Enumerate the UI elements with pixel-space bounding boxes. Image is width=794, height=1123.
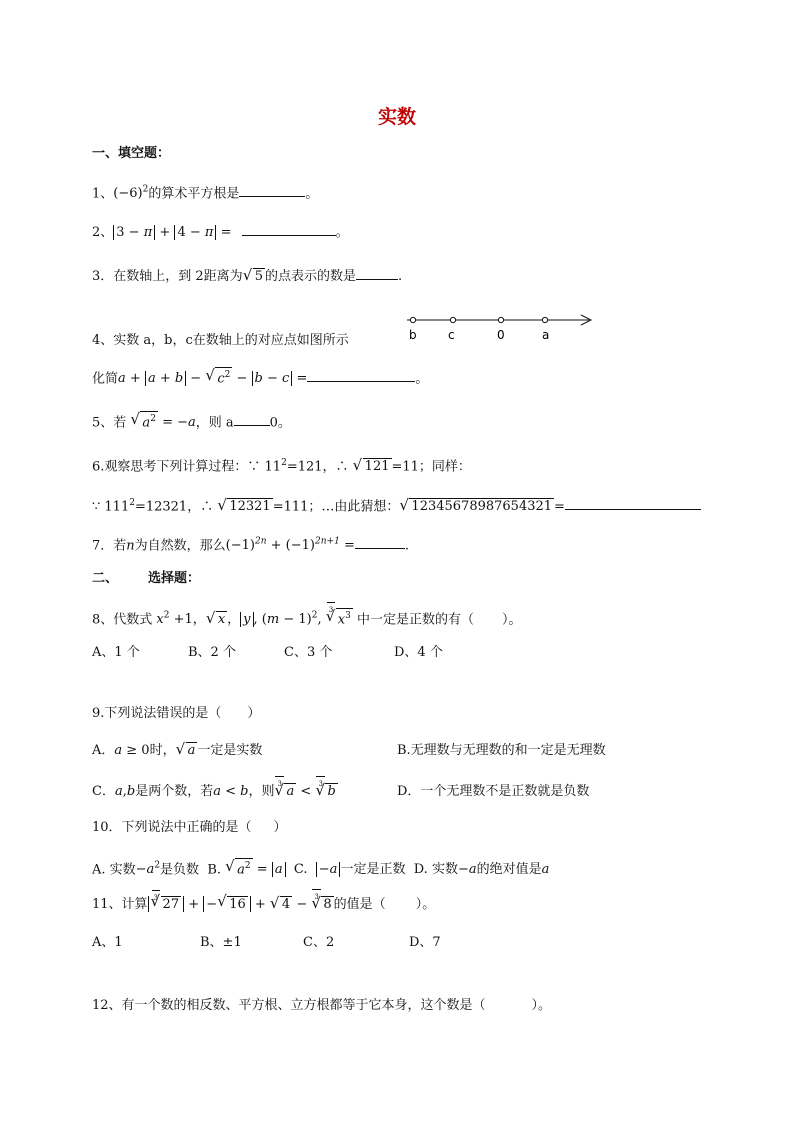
question-5 <box>92 411 291 433</box>
question-2 <box>92 221 349 243</box>
label-a: a <box>542 328 550 342</box>
q9-text: 9.下列说法错误的是（ <box>92 706 222 721</box>
point-zero <box>498 317 503 322</box>
q9-option-d[interactable]: D．一个无理数不是正数就是负数 <box>397 784 590 799</box>
q2-expression: 3 − π + 4 − π = <box>113 225 231 240</box>
q3-end: . <box>397 269 403 284</box>
q8-text-a: 8、代数式 <box>92 612 153 628</box>
q6-text-b: =121，∴ <box>286 459 349 475</box>
q4-end: 。 <box>415 371 429 387</box>
q10-options <box>92 856 549 880</box>
q1-expression: $(-6)^2$ <box>113 185 149 202</box>
q7-answer-blank[interactable] <box>355 534 405 549</box>
q7-expression: $(-1)^{2n} + (-1)^{2n+1}$ = <box>225 537 355 554</box>
q10-option-d[interactable]: D. 实数−a的绝对值是a <box>413 862 550 878</box>
q8-end: ）。 <box>501 612 522 628</box>
q10-text: 10．下列说法中正确的是（ <box>92 820 252 835</box>
q8-options <box>92 643 443 663</box>
section-2-title: 选择题： <box>148 571 201 586</box>
page-title: 实数 <box>377 106 416 128</box>
q7-text-a: 7．若 <box>92 538 127 554</box>
question-4: 4、实数 a，b，c在数轴上的对应点如图所示 <box>92 333 349 348</box>
q9-option-a[interactable]: A．a ≥ 0时，√ a 一定是实数 <box>92 741 397 761</box>
q1-answer-blank[interactable] <box>239 182 305 197</box>
section-2-number: 二、 <box>92 571 119 586</box>
question-3 <box>92 265 402 287</box>
q9-option-b[interactable]: B.无理数与无理数的和一定是无理数 <box>397 743 606 758</box>
point-a <box>542 317 547 322</box>
q6-text-c: =11；同样： <box>391 459 471 475</box>
q1-end: 。 <box>305 186 319 202</box>
q6-eq: = <box>554 499 565 515</box>
q4-expression: a + a + b − √ $c^2 - b - c$ = <box>118 371 307 386</box>
q8-option-c[interactable]: C、3 个 <box>284 645 333 660</box>
question-9 <box>92 704 260 724</box>
q12-text: 12、有一个数的相反数、平方根、立方根都等于它本身，这个数是（ <box>92 998 486 1013</box>
question-1 <box>92 180 318 204</box>
q4-simplify-label: 化简 <box>92 371 119 387</box>
q12-end: ）。 <box>531 998 552 1013</box>
q6-sqrt-121: √ 121 <box>355 457 392 477</box>
q10-option-a[interactable]: A. 实数$-a^2$是负数 <box>92 861 200 878</box>
q5-end: 0。 <box>269 415 291 431</box>
q10-end: ） <box>273 820 287 835</box>
q7-end: . <box>404 538 409 554</box>
q9-end: ） <box>247 706 261 721</box>
q5-text-a: 5、若 <box>92 415 127 431</box>
q8-text-b: 中一定是正数的有（ <box>356 612 474 628</box>
q8-option-a[interactable]: A、1 个 <box>92 645 140 660</box>
q10-option-c[interactable]: C. −a 一定是正数 <box>293 862 406 878</box>
q2-end: 。 <box>335 225 349 240</box>
q11-option-b[interactable]: B、±1 <box>200 935 242 950</box>
q8-expressions: $x^2 +1$，√ x ， y , $(m - 1)^2$, √ 3 $x^3$ <box>156 612 352 627</box>
q9-option-c[interactable]: C．a,b是两个数，若a < b，则 √ 3 a < √ 3 b <box>92 782 397 802</box>
q6-sqrt-guess: √ 12345678987654321 <box>401 497 554 517</box>
q9-options-ab <box>92 741 606 761</box>
q6-sup-2: 2 <box>129 498 135 508</box>
q5-expression: √ $a^2 = -a$ <box>130 415 195 430</box>
label-c: c <box>448 328 455 342</box>
label-zero: 0 <box>497 328 505 342</box>
q3-text-b: 的点表示的数是 <box>264 269 356 284</box>
question-6 <box>92 453 471 477</box>
number-line-diagram <box>405 312 595 346</box>
q5-text-b: ，则 a <box>195 415 234 431</box>
q11-option-d[interactable]: D、7 <box>409 935 441 950</box>
q7-n: n <box>126 538 135 554</box>
question-8 <box>92 606 521 630</box>
q7-text-b: 为自然数，那么 <box>134 538 226 554</box>
q6-text-d: ∵ 111 <box>92 499 130 515</box>
q6-text-e: =12321，∴ <box>134 499 214 515</box>
point-c <box>450 317 455 322</box>
point-b <box>410 317 415 322</box>
q8-option-b[interactable]: B、2 个 <box>188 645 236 660</box>
q5-answer-blank[interactable] <box>234 411 270 426</box>
question-4-simplify <box>92 367 428 389</box>
q6-sqrt-12321: √ 12321 <box>219 497 272 517</box>
label-b: b <box>409 328 417 342</box>
q4-answer-blank[interactable] <box>307 367 415 382</box>
q6-text-f: =111；…由此猜想： <box>272 499 400 515</box>
section-multiple-choice <box>92 569 200 589</box>
question-7 <box>92 532 409 556</box>
q6-answer-blank[interactable] <box>565 495 701 510</box>
question-6-line-2 <box>92 493 701 517</box>
q10-option-b[interactable]: B. √ $a^2 = a$ <box>207 858 285 880</box>
q3-sqrt5: √ 5 <box>245 267 265 287</box>
q8-option-d[interactable]: D、4 个 <box>394 645 443 660</box>
q11-expression: √ 3 27 + −√ 16 + √ 4 − √ 3 8 <box>148 897 334 912</box>
question-12 <box>92 996 551 1016</box>
q9-options-cd <box>92 782 589 802</box>
q6-sup-1: 2 <box>281 458 287 468</box>
q2-answer-blank[interactable] <box>242 221 336 236</box>
q1-text: 的算术平方根是 <box>148 186 240 202</box>
q3-answer-blank[interactable] <box>356 265 398 280</box>
q3-text-a: 3．在数轴上，到 2距离为 <box>92 269 243 284</box>
q11-options <box>92 933 441 953</box>
section-fill-in: 一、填空题： <box>92 146 171 161</box>
q11-option-a[interactable]: A、1 <box>92 935 123 950</box>
q11-text-b: 的值是（ <box>333 897 386 912</box>
question-11 <box>92 895 435 915</box>
question-10 <box>92 818 287 838</box>
q6-text-a: 6.观察思考下列计算过程：∵ 11 <box>92 459 282 475</box>
q1-number: 1、 <box>92 186 114 202</box>
q2-number: 2、 <box>92 225 114 240</box>
q11-option-c[interactable]: C、2 <box>303 935 335 950</box>
q11-end: ）。 <box>415 897 436 912</box>
q11-text-a: 11、计算 <box>92 897 148 912</box>
